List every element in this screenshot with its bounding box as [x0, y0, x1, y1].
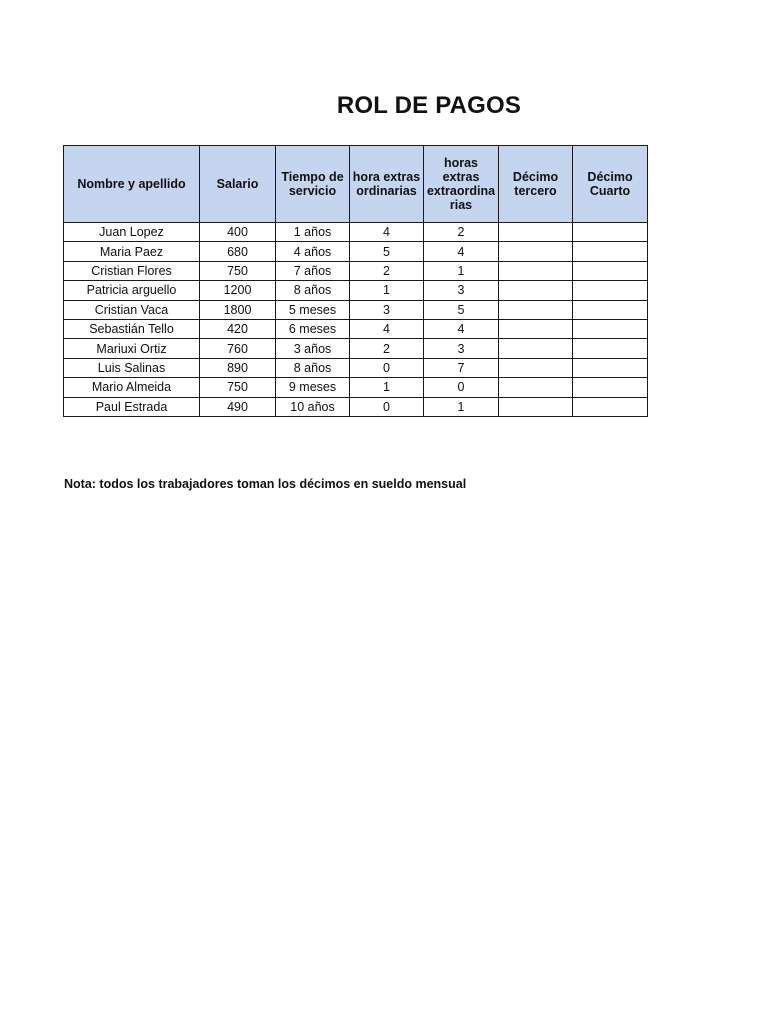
table-row: [64, 358, 648, 377]
table-cell: 1: [350, 378, 424, 397]
table-cell: [573, 358, 648, 377]
table-row: [64, 300, 648, 319]
table-cell: 1: [424, 261, 499, 280]
table-cell: 3: [424, 281, 499, 300]
table-cell: 1: [350, 281, 424, 300]
table-cell: [573, 242, 648, 261]
table-cell: [573, 397, 648, 416]
table-cell: [499, 397, 573, 416]
column-header: horas extras extraordina rias: [424, 146, 499, 223]
table-cell: Luis Salinas: [64, 358, 200, 377]
table-cell: 8 años: [276, 358, 350, 377]
table-cell: 4: [350, 223, 424, 242]
table-cell: Patricia arguello: [64, 281, 200, 300]
payroll-table: [63, 145, 648, 417]
table-cell: 4: [424, 242, 499, 261]
table-cell: 3 años: [276, 339, 350, 358]
table-cell: Paul Estrada: [64, 397, 200, 416]
table-cell: [499, 339, 573, 358]
table-cell: [573, 339, 648, 358]
table-cell: 760: [200, 339, 276, 358]
table-cell: 5: [424, 300, 499, 319]
table-row: [64, 242, 648, 261]
table-cell: 8 años: [276, 281, 350, 300]
table-cell: 4: [424, 319, 499, 338]
column-header: Salario: [200, 146, 276, 223]
table-cell: [573, 223, 648, 242]
table-cell: 490: [200, 397, 276, 416]
table-cell: 2: [350, 261, 424, 280]
table-row: [64, 223, 648, 242]
table-cell: [499, 223, 573, 242]
table-cell: 1 años: [276, 223, 350, 242]
table-cell: 680: [200, 242, 276, 261]
table-cell: [499, 319, 573, 338]
table-cell: [499, 300, 573, 319]
table-cell: 4: [350, 319, 424, 338]
table-cell: Cristian Flores: [64, 261, 200, 280]
table-cell: 4 años: [276, 242, 350, 261]
table-cell: 0: [424, 378, 499, 397]
table-cell: 420: [200, 319, 276, 338]
table-cell: Mariuxi Ortiz: [64, 339, 200, 358]
table-cell: 3: [424, 339, 499, 358]
table-cell: [573, 319, 648, 338]
table-cell: [499, 242, 573, 261]
table-cell: [573, 300, 648, 319]
footnote: Nota: todos los trabajadores toman los décimos en sueldo mensual: [64, 477, 467, 491]
table-cell: Juan Lopez: [64, 223, 200, 242]
table-cell: [499, 378, 573, 397]
table-cell: [499, 358, 573, 377]
table-cell: 0: [350, 397, 424, 416]
table-row: [64, 281, 648, 300]
table-body: [64, 223, 648, 417]
table-cell: 400: [200, 223, 276, 242]
table-cell: 2: [424, 223, 499, 242]
table-cell: 7: [424, 358, 499, 377]
table-cell: 1200: [200, 281, 276, 300]
table-cell: 5: [350, 242, 424, 261]
table-cell: [573, 378, 648, 397]
column-header: Décimo tercero: [499, 146, 573, 223]
page-title: ROL DE PAGOS: [336, 92, 522, 119]
table-cell: 890: [200, 358, 276, 377]
table-cell: 1800: [200, 300, 276, 319]
column-header: Nombre y apellido: [64, 146, 200, 223]
table-cell: [499, 281, 573, 300]
table-cell: 1: [424, 397, 499, 416]
table-header-row: [64, 146, 648, 223]
table-cell: Maria Paez: [64, 242, 200, 261]
table-row: [64, 319, 648, 338]
table-cell: 2: [350, 339, 424, 358]
table-cell: 750: [200, 378, 276, 397]
table-cell: 9 meses: [276, 378, 350, 397]
table-cell: [499, 261, 573, 280]
table-cell: [573, 261, 648, 280]
table-cell: Mario Almeida: [64, 378, 200, 397]
table-cell: 5 meses: [276, 300, 350, 319]
column-header: hora extras ordinarias: [350, 146, 424, 223]
table-cell: 6 meses: [276, 319, 350, 338]
table-row: [64, 261, 648, 280]
table-cell: [573, 281, 648, 300]
table-row: [64, 378, 648, 397]
table-cell: 750: [200, 261, 276, 280]
table-cell: Sebastián Tello: [64, 319, 200, 338]
table-cell: 0: [350, 358, 424, 377]
table-cell: 7 años: [276, 261, 350, 280]
table-row: [64, 397, 648, 416]
column-header: Tiempo de servicio: [276, 146, 350, 223]
table-cell: 10 años: [276, 397, 350, 416]
column-header: Décimo Cuarto: [573, 146, 648, 223]
table-cell: Cristian Vaca: [64, 300, 200, 319]
table-row: [64, 339, 648, 358]
table-cell: 3: [350, 300, 424, 319]
